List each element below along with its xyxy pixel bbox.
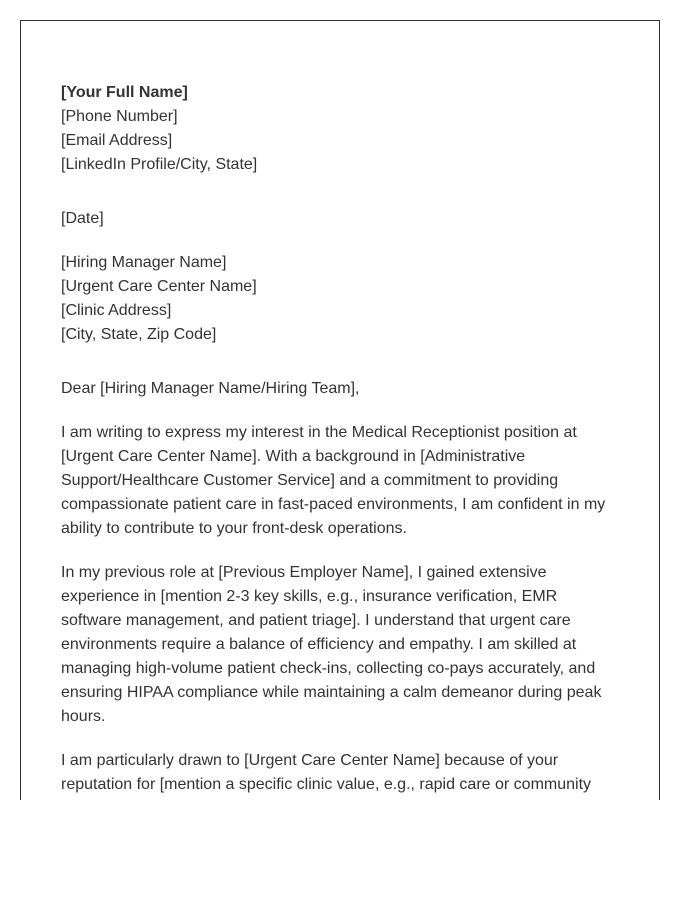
sender-email: [Email Address] [61, 132, 173, 149]
date-block [61, 207, 621, 231]
body-paragraph-1: I am writing to express my interest in the Medical Receptionist position at [Urgent Care Center Name]. With a background in [Administrative Support/Healthcare Customer Service] and a commitment to providing compassionate patient care in fast-paced environments, I am confident in my ability to contribute to your front-desk operations. [61, 424, 606, 537]
letter-date: [Date] [61, 210, 104, 227]
recipient-block [61, 251, 621, 347]
recipient-address: [Clinic Address] [61, 302, 172, 319]
body-paragraph-3: I am particularly drawn to [Urgent Care Center Name] because of your reputation for [mention a specific clinic value, e.g., rapid care or community [61, 752, 592, 793]
sender-name: [Your Full Name] [61, 84, 188, 101]
salutation: Dear [Hiring Manager Name/Hiring Team], [61, 380, 360, 397]
body-paragraph-2: In my previous role at [Previous Employer Name], I gained extensive experience in [mention 2-3 key skills, e.g., insurance verification, EMR software management, and patient triage]. I understand that urgent care environments require a balance of efficiency and empathy. I am skilled at managing high-volume patient check-ins, collecting co-pays accurately, and ensuring HIPAA compliance while maintaining a calm demeanor during peak hours. [61, 564, 602, 725]
recipient-city: [City, State, Zip Code] [61, 326, 217, 343]
letter-page [20, 20, 660, 800]
recipient-manager: [Hiring Manager Name] [61, 254, 227, 271]
sender-phone: [Phone Number] [61, 108, 178, 125]
sender-block [61, 81, 621, 177]
recipient-center: [Urgent Care Center Name] [61, 278, 257, 295]
salutation-block [61, 377, 621, 401]
letter-content [61, 81, 621, 797]
sender-linkedin: [LinkedIn Profile/City, State] [61, 156, 258, 173]
